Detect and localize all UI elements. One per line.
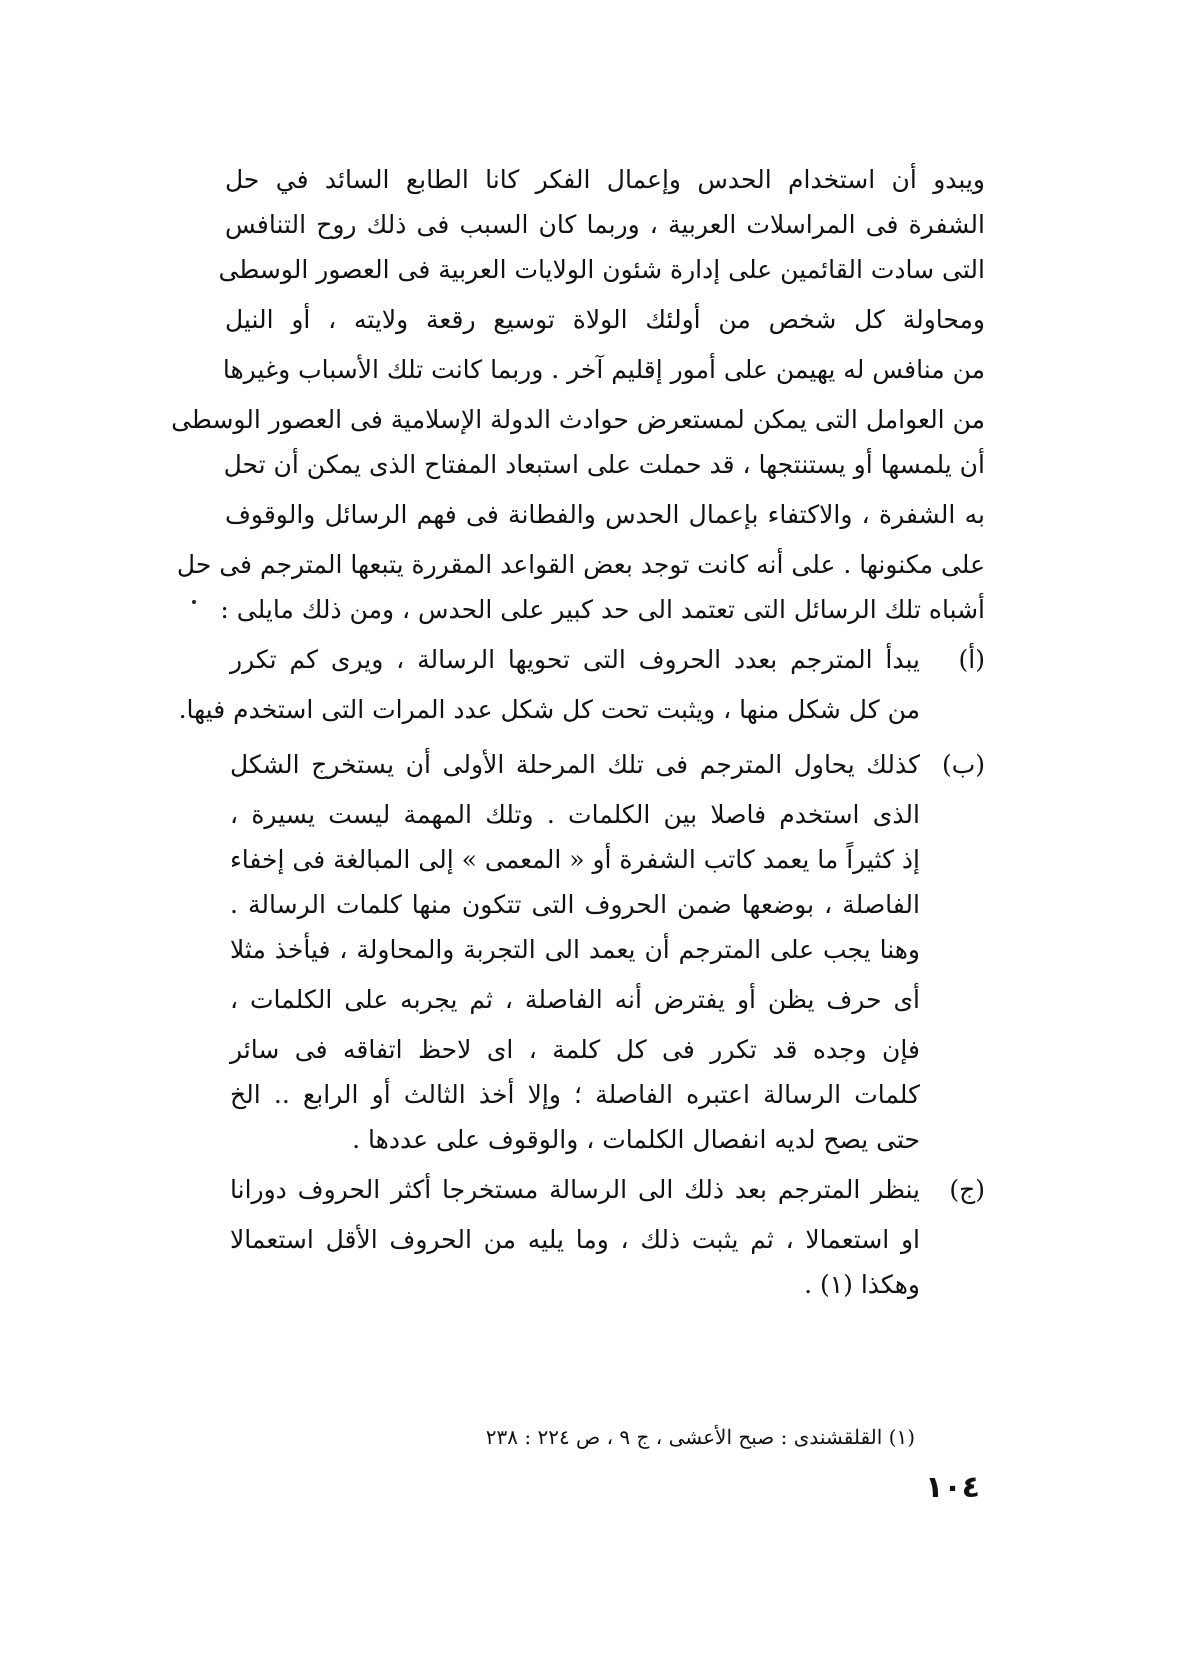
list-item-line: يبدأ المترجم بعدد الحروف التى تحويها الرسالة ، ويرى كم تكرر	[230, 645, 920, 674]
list-item-label: (ج)	[949, 1175, 985, 1204]
list-item-label: (ب)	[941, 750, 985, 779]
list-item-line: او استعمالا ، ثم يثبت ذلك ، وما يليه من الحروف الأقل استعمالا	[230, 1225, 920, 1254]
paragraph-line: ويبدو أن استخدام الحدس وإعمال الفكر كانا الطابع السائد في حل	[225, 165, 985, 194]
paragraph-line: أشباه تلك الرسائل التى تعتمد الى حد كبير على الحدس ، ومن ذلك مايلى :	[220, 595, 985, 624]
paragraph-line: ومحاولة كل شخص من أولئك الولاة توسيع رقعة ولايته ، أو النيل	[225, 305, 985, 334]
list-item-line: كلمات الرسالة اعتبره الفاصلة ؛ وإلا أخذ الثالث أو الرابع .. الخ	[230, 1080, 920, 1109]
list-item-line: وهنا يجب على المترجم أن يعمد الى التجربة والمحاولة ، فيأخذ مثلا	[230, 935, 920, 964]
list-item-line: حتى يصح لديه انفصال الكلمات ، والوقوف على عددها .	[352, 1125, 920, 1154]
list-item-line: من كل شكل منها ، ويثبت تحت كل شكل عدد المرات التى استخدم فيها.	[178, 695, 920, 724]
stray-mark	[192, 600, 196, 604]
list-item-line: الذى استخدم فاصلا بين الكلمات . وتلك المهمة ليست يسيرة ،	[230, 800, 920, 829]
paragraph-line: التى سادت القائمين على إدارة شئون الولايات العربية فى العصور الوسطى	[218, 255, 985, 284]
paragraph-line: من منافس له يهيمن على أمور إقليم آخر . وربما كانت تلك الأسباب وغيرها	[222, 355, 985, 384]
page-number: ١٠٤	[925, 1470, 980, 1505]
footnote: (١) القلقشندى : صبح الأعشى ، ج ٩ ، ص ٢٢٤ : ٢٣٨	[485, 1425, 915, 1449]
paragraph-line: الشفرة فى المراسلات العربية ، وربما كان السبب فى ذلك روح التنافس	[225, 210, 985, 239]
list-item-line: الفاصلة ، بوضعها ضمن الحروف التى تتكون منها كلمات الرسالة .	[230, 890, 920, 919]
paragraph-line: من العوامل التى يمكن لمستعرض حوادث الدولة الإسلامية فى العصور الوسطى	[171, 405, 985, 434]
list-item-line: أى حرف يظن أو يفترض أنه الفاصلة ، ثم يجربه على الكلمات ،	[230, 985, 920, 1014]
list-item-line: وهكذا (١) .	[804, 1270, 920, 1299]
list-item-line: ينظر المترجم بعد ذلك الى الرسالة مستخرجا أكثر الحروف دورانا	[230, 1175, 920, 1204]
list-item-label: (أ)	[958, 645, 985, 674]
list-item-line: إذ كثيراً ما يعمد كاتب الشفرة أو « المعمى » إلى المبالغة فى إخفاء	[230, 845, 920, 874]
paragraph-line: أن يلمسها أو يستنتجها ، قد حملت على استبعاد المفتاح الذى يمكن أن تحل	[223, 450, 985, 479]
paragraph-line: على مكنونها . على أنه كانت توجد بعض القواعد المقررة يتبعها المترجم فى حل	[176, 550, 985, 579]
list-item-line: فإن وجده قد تكرر فى كل كلمة ، اى لاحظ اتفاقه فى سائر	[230, 1035, 920, 1064]
paragraph-line: به الشفرة ، والاكتفاء بإعمال الحدس والفطانة فى فهم الرسائل والوقوف	[225, 500, 985, 529]
list-item-line: كذلك يحاول المترجم فى تلك المرحلة الأولى أن يستخرج الشكل	[230, 750, 920, 779]
